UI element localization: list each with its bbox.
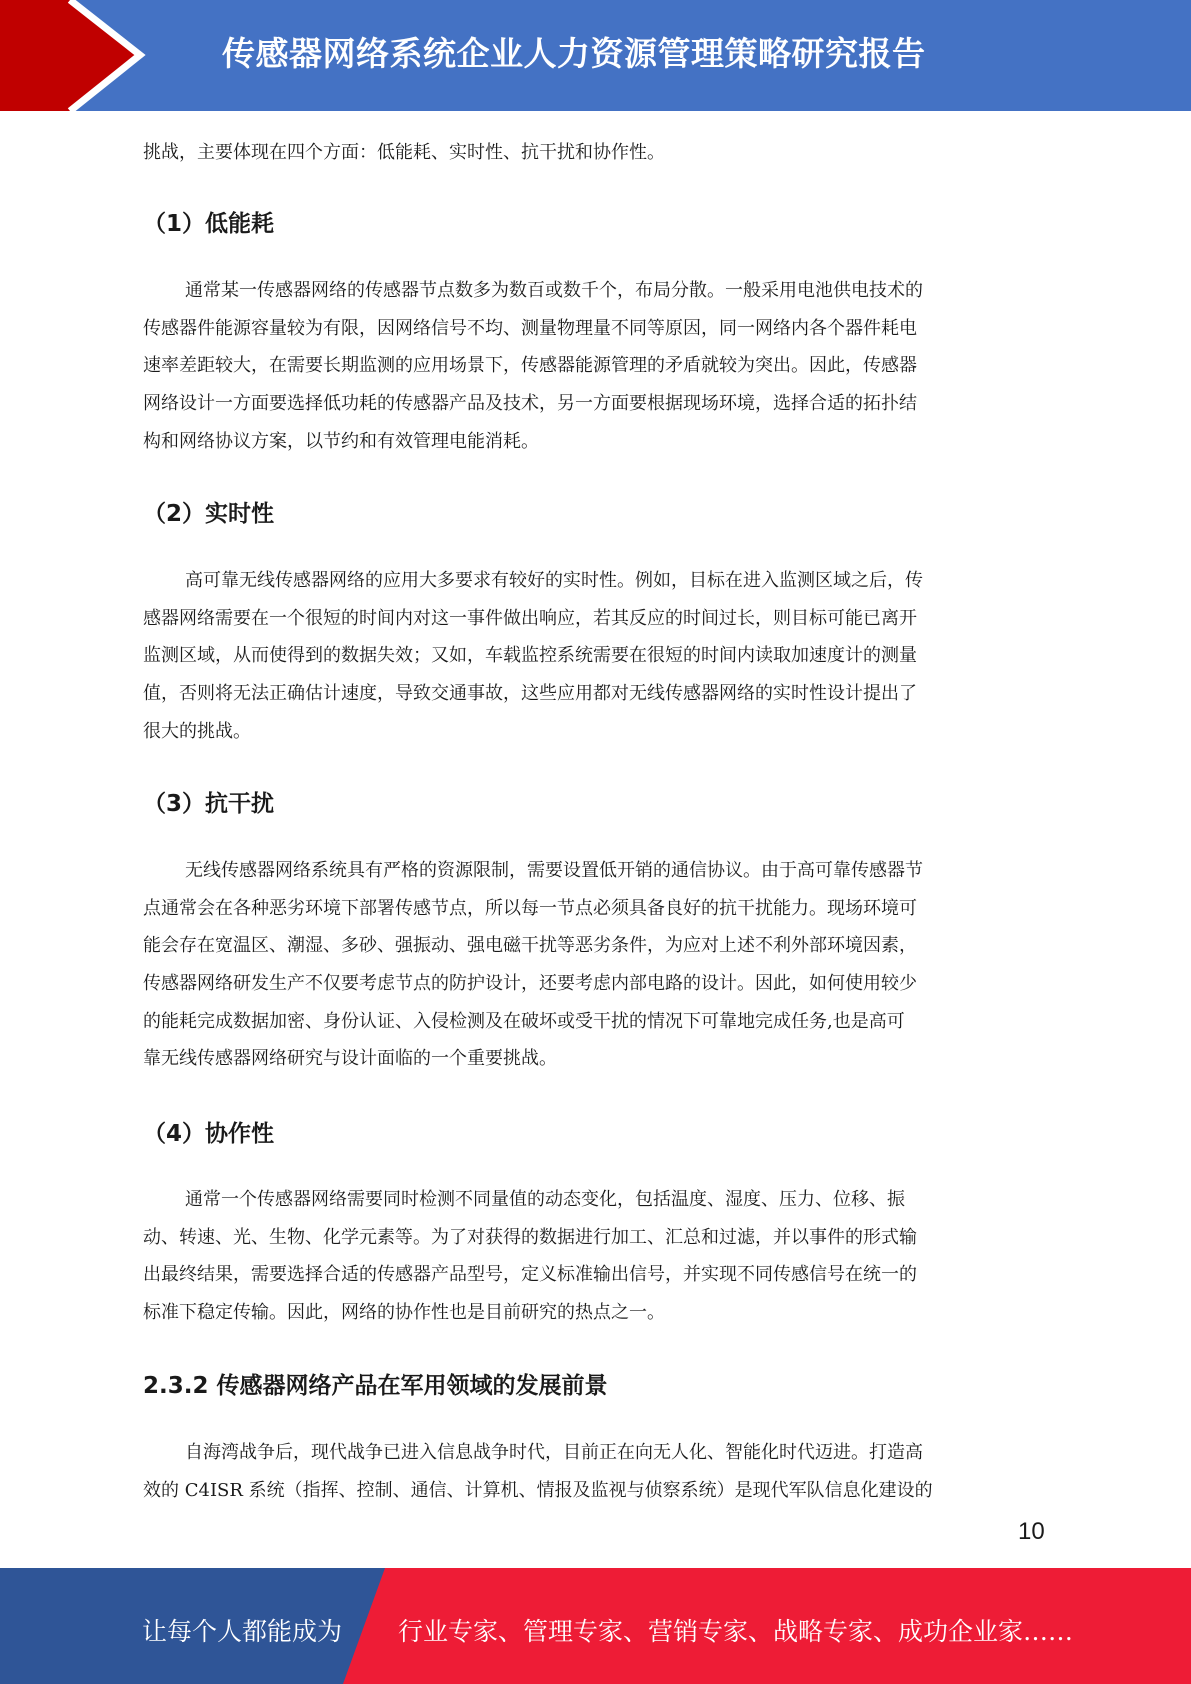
- text-line: 无线传感器网络系统具有严格的资源限制，需要设置低开销的通信协议。由于高可靠传感器节: [185, 860, 923, 881]
- text-line: 的能耗完成数据加密、身份认证、入侵检测及在破坏或受干扰的情况下可靠地完成任务,也是高可: [143, 1010, 905, 1032]
- paragraph-low-power: [143, 272, 1048, 460]
- text-line: 点通常会在各种恶劣环境下部署传感节点，所以每一节点必须具备良好的抗干扰能力。现场环境可: [143, 897, 917, 919]
- report-title: 传感器网络系统企业人力资源管理策略研究报告: [222, 34, 926, 73]
- text-line: 高可靠无线传感器网络的应用大多要求有较好的实时性。例如，目标在进入监测区域之后，传: [185, 570, 923, 591]
- heading-anti-interference: （3）抗干扰: [143, 791, 275, 817]
- paragraph-real-time: [143, 562, 1048, 750]
- intro-paragraph: [143, 134, 1048, 172]
- text-line: 出最终结果，需要选择合适的传感器产品型号，定义标准输出信号，并实现不同传感信号在统一的: [143, 1264, 917, 1286]
- text-line: 动、转速、光、生物、化学元素等。为了对获得的数据进行加工、汇总和过滤，并以事件的形式输: [143, 1226, 917, 1248]
- text-line: 传感器网络研发生产不仅要考虑节点的防护设计，还要考虑内部电路的设计。因此，如何使用较少: [143, 973, 917, 995]
- page-number: 10: [1018, 1518, 1045, 1545]
- text-line: 很大的挑战。: [143, 720, 251, 742]
- text-line: 效的 C4ISR 系统（指挥、控制、通信、计算机、情报及监视与侦察系统）是现代军队信息化建设的: [143, 1479, 933, 1501]
- paragraph-military: [143, 1434, 1048, 1509]
- text-line: 构和网络协议方案，以节约和有效管理电能消耗。: [143, 430, 539, 452]
- text-line: 监测区域，从而使得到的数据失效；又如，车载监控系统需要在很短的时间内读取加速度计的测量: [143, 645, 917, 667]
- section-heading-2-3-2: 2.3.2 传感器网络产品在军用领域的发展前景: [143, 1373, 608, 1399]
- footer-slogan-right: 行业专家、管理专家、营销专家、战略专家、成功企业家……: [398, 1617, 1074, 1646]
- text-line: 通常某一传感器网络的传感器节点数多为数百或数千个，布局分散。一般采用电池供电技术的: [185, 280, 923, 301]
- text-line: 感器网络需要在一个很短的时间内对这一事件做出响应，若其反应的时间过长，则目标可能已离开: [143, 607, 917, 629]
- heading-real-time: （2）实时性: [143, 501, 275, 527]
- paragraph-anti-interference: [143, 852, 1048, 1078]
- text-line: 挑战，主要体现在四个方面：低能耗、实时性、抗干扰和协作性。: [143, 142, 665, 163]
- text-line: 靠无线传感器网络研究与设计面临的一个重要挑战。: [143, 1048, 557, 1070]
- header-arrow-decoration: [0, 0, 160, 111]
- footer-slogan-left: 让每个人都能成为: [142, 1617, 343, 1646]
- text-line: 通常一个传感器网络需要同时检测不同量值的动态变化，包括温度、湿度、压力、位移、振: [185, 1189, 905, 1210]
- page-header: [0, 0, 1191, 111]
- text-line: 值，否则将无法正确估计速度，导致交通事故，这些应用都对无线传感器网络的实时性设计提出了: [143, 683, 917, 705]
- paragraph-collaboration: [143, 1181, 1048, 1332]
- heading-collaboration: （4）协作性: [143, 1121, 275, 1147]
- text-line: 传感器件能源容量较为有限，因网络信号不均、测量物理量不同等原因，同一网络内各个器件耗电: [143, 317, 917, 339]
- page-footer: [0, 1568, 1191, 1684]
- text-line: 能会存在宽温区、潮湿、多砂、强振动、强电磁干扰等恶劣条件，为应对上述不利外部环境因素，: [143, 935, 917, 957]
- text-line: 速率差距较大，在需要长期监测的应用场景下，传感器能源管理的矛盾就较为突出。因此，传感器: [143, 355, 917, 377]
- text-line: 网络设计一方面要选择低功耗的传感器产品及技术，另一方面要根据现场环境，选择合适的拓扑结: [143, 393, 917, 415]
- text-line: 自海湾战争后，现代战争已进入信息战争时代，目前正在向无人化、智能化时代迈进。打造高: [185, 1442, 923, 1463]
- heading-low-power: （1）低能耗: [143, 211, 275, 237]
- text-line: 标准下稳定传输。因此，网络的协作性也是目前研究的热点之一。: [143, 1302, 665, 1324]
